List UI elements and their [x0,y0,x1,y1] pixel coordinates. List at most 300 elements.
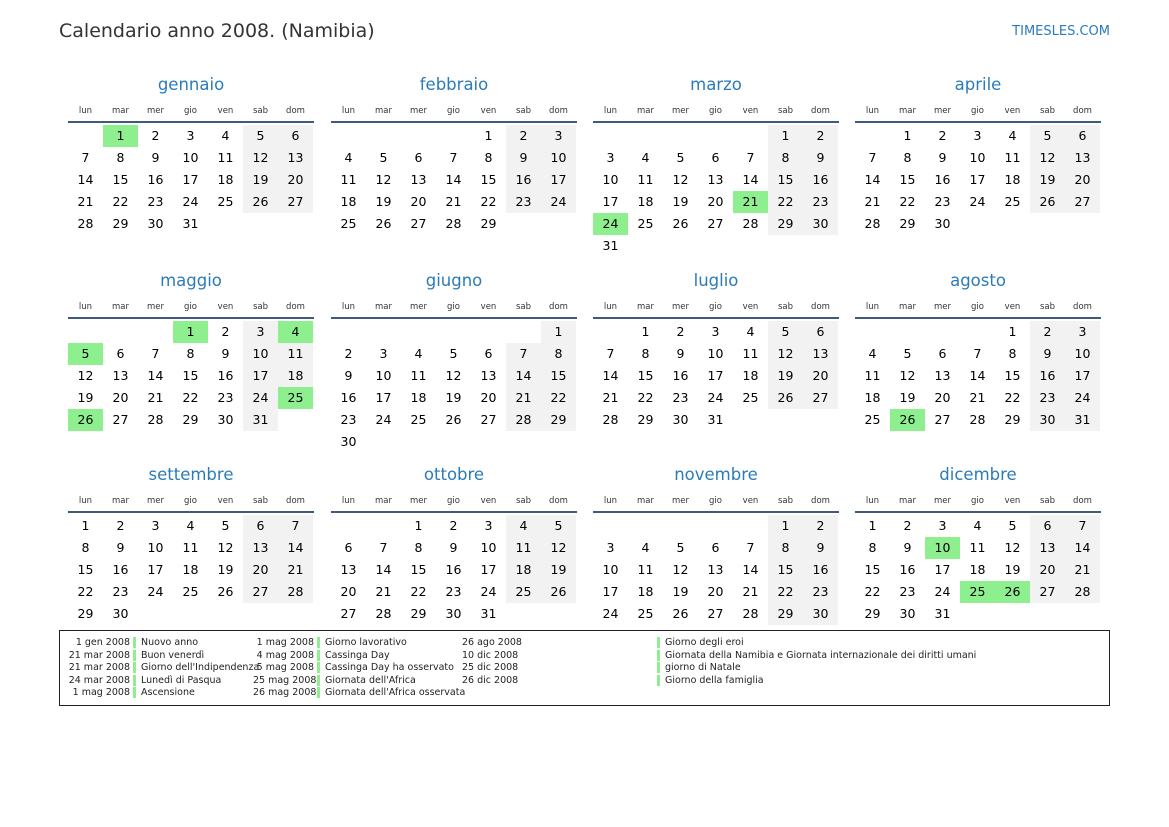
weekday-label: sab [1039,302,1056,312]
day-cell: 14 [506,365,541,387]
day-cell: 24 [707,390,724,405]
empty-cell [960,321,995,343]
day-cell: 12 [672,172,689,187]
empty-cell [208,603,243,625]
week-row [855,191,1101,213]
day-cell: 7 [151,346,160,361]
empty-cell [1065,213,1100,235]
week-row [593,559,839,581]
day-cell: 19 [899,390,916,405]
weekday-label: dom [1073,496,1092,506]
day-cell: 30 [217,412,234,427]
week-row [593,321,839,343]
day-cell: 21 [864,194,881,209]
day-cell: 17 [602,584,619,599]
day-cell: 15 [182,368,199,383]
day-cell: 14 [602,368,619,383]
day-cell: 25 [742,390,759,405]
legend-name: Giorno degli eroi [665,637,744,648]
day-cell: 24 [147,584,164,599]
day-cell: 29 [480,216,497,231]
week-row [855,365,1101,387]
day-cell: 17 [969,172,986,187]
day-cell: 12 [899,368,916,383]
empty-cell [366,515,401,537]
empty-cell [541,603,576,625]
empty-cell [1030,603,1065,625]
legend-item [68,675,259,688]
week-row [593,343,839,365]
legend-date: 24 mar 2008 [68,674,130,686]
day-cell: 17 [541,169,576,191]
day-cell: 22 [480,194,497,209]
weekday-label: lun [78,106,93,116]
week-row [593,581,839,603]
day-cell: 12 [1004,540,1021,555]
weekday-label: mer [146,106,164,116]
week-row [331,515,577,537]
empty-cell [803,235,838,257]
legend-name: Nuovo anno [141,637,199,648]
day-cell: 12 [375,172,392,187]
day-cell: 1 [541,321,576,343]
day-cell: 15 [1004,368,1021,383]
day-cell: 27 [1030,581,1065,603]
day-cell: 28 [742,216,759,231]
weekday-label: gio [709,302,722,312]
day-cell: 29 [768,213,803,235]
day-cell: 20 [480,390,497,405]
day-cell: 11 [969,540,986,555]
weekday-label: sab [252,302,269,312]
day-cell: 9 [1030,343,1065,365]
empty-cell [436,321,471,343]
empty-cell [243,603,278,625]
day-cell: 24 [593,213,628,235]
day-cell: 11 [637,562,654,577]
day-cell: 31 [182,216,199,231]
week-row [855,169,1101,191]
day-cell: 18 [1004,172,1021,187]
day-cell: 21 [77,194,94,209]
legend-item [253,637,465,650]
day-cell: 28 [864,216,881,231]
weekday-label: sab [252,496,269,506]
legend-date: 1 mag 2008 [256,637,314,648]
day-cell: 27 [707,216,724,231]
weekday-label: mar [112,106,129,116]
day-cell: 7 [506,343,541,365]
day-cell: 22 [410,584,427,599]
day-cell: 26 [672,216,689,231]
legend-column [253,637,465,700]
week-row [331,169,577,191]
month-title: marzo [690,75,742,94]
day-cell: 6 [116,346,125,361]
empty-cell [925,321,960,343]
empty-cell [436,431,471,453]
day-cell: 4 [641,150,650,165]
brand-link[interactable]: TIMESLES.COM [1012,24,1110,39]
day-cell: 26 [243,191,278,213]
day-cell: 9 [449,540,458,555]
empty-cell [593,515,628,537]
day-cell: 4 [278,321,313,343]
empty-cell [471,321,506,343]
week-row [331,147,577,169]
day-cell: 22 [637,390,654,405]
empty-cell [1065,603,1100,625]
day-cell: 24 [480,584,497,599]
day-cell: 19 [77,390,94,405]
day-cell: 15 [77,562,94,577]
weekday-label: mar [112,496,129,506]
page-title: Calendario anno 2008. (Namibia) [59,20,375,42]
weekday-header [331,105,577,123]
day-cell: 24 [243,387,278,409]
day-cell: 4 [414,346,423,361]
day-cell: 5 [449,346,458,361]
day-cell: 27 [1065,191,1100,213]
empty-cell [768,235,803,257]
empty-cell [401,321,436,343]
day-cell: 1 [103,125,138,147]
day-cell: 2 [938,128,947,143]
day-cell: 21 [278,559,313,581]
day-cell: 10 [182,150,199,165]
week-row [68,559,314,581]
day-cell: 13 [480,368,497,383]
weekday-header [593,495,839,513]
week-row [331,431,577,453]
weekday-label: ven [1004,302,1021,312]
day-cell: 29 [182,412,199,427]
day-cell: 29 [637,412,654,427]
empty-cell [593,125,628,147]
empty-cell [103,321,138,343]
day-cell: 27 [112,412,129,427]
day-cell: 18 [217,172,234,187]
weekday-label: ven [480,302,497,312]
day-cell: 24 [182,194,199,209]
day-cell: 29 [541,409,576,431]
month-title: ottobre [423,465,485,484]
legend-name: Cassinga Day ha osservato [325,662,454,673]
day-cell: 4 [641,540,650,555]
day-cell: 27 [410,216,427,231]
day-cell: 21 [1065,559,1100,581]
legend-column [462,637,976,687]
day-cell: 5 [1030,125,1065,147]
day-cell: 7 [746,540,755,555]
day-cell: 3 [151,518,160,533]
week-row [68,213,314,235]
day-cell: 1 [414,518,423,533]
legend-column [68,637,259,700]
holiday-marker [317,687,320,698]
day-cell: 18 [637,194,654,209]
empty-cell [733,235,768,257]
day-cell: 25 [637,606,654,621]
day-cell: 11 [637,172,654,187]
weekday-label: sab [515,496,532,506]
empty-cell [541,213,576,235]
empty-cell [278,603,313,625]
day-cell: 11 [410,368,427,383]
day-cell: 3 [186,128,195,143]
weekday-label: gio [709,106,722,116]
day-cell: 20 [340,584,357,599]
day-cell: 20 [410,194,427,209]
day-cell: 31 [602,238,619,253]
week-row [331,603,577,625]
day-cell: 26 [995,581,1030,603]
day-cell: 1 [81,518,90,533]
day-cell: 26 [890,409,925,431]
day-cell: 25 [217,194,234,209]
weekday-header [68,301,314,319]
weekday-label: mar [637,302,654,312]
day-cell: 2 [903,518,912,533]
day-cell: 10 [602,172,619,187]
weekday-label: mar [375,496,392,506]
day-cell: 18 [278,365,313,387]
day-cell: 7 [278,515,313,537]
day-cell: 8 [186,346,195,361]
day-cell: 28 [278,581,313,603]
day-cell: 18 [340,194,357,209]
week-row [331,537,577,559]
legend-item [253,662,465,675]
day-cell: 26 [217,584,234,599]
empty-cell [208,213,243,235]
day-cell: 1 [641,324,650,339]
day-cell: 4 [344,150,353,165]
day-cell: 3 [711,324,720,339]
day-cell: 17 [707,368,724,383]
day-cell: 31 [243,409,278,431]
day-cell: 20 [243,559,278,581]
day-cell: 12 [77,368,94,383]
day-cell: 30 [803,213,838,235]
day-cell: 22 [541,387,576,409]
weekday-label: ven [1004,106,1021,116]
day-cell: 5 [541,515,576,537]
day-cell: 11 [742,346,759,361]
day-cell: 1 [768,125,803,147]
week-row [331,581,577,603]
day-cell: 30 [803,603,838,625]
empty-cell [663,235,698,257]
legend-date: 4 mag 2008 [256,649,314,661]
day-cell: 9 [676,346,685,361]
day-cell: 28 [742,606,759,621]
day-cell: 6 [278,125,313,147]
month-ottobre [331,464,577,625]
day-cell: 29 [77,606,94,621]
day-cell: 3 [606,540,615,555]
day-cell: 23 [672,390,689,405]
day-cell: 13 [410,172,427,187]
legend-name: Buon venerdì [141,649,205,661]
empty-cell [138,603,173,625]
legend-date: 25 dic 2008 [462,662,519,673]
day-cell: 21 [733,191,768,213]
day-cell: 15 [541,365,576,387]
weekday-label: lun [341,302,356,312]
month-title: gennaio [157,75,225,94]
day-cell: 9 [116,540,125,555]
empty-cell [278,213,313,235]
day-cell: 5 [379,150,388,165]
day-cell: 30 [899,606,916,621]
day-cell: 22 [112,194,129,209]
week-row [855,603,1101,625]
empty-cell [173,603,208,625]
day-cell: 27 [243,581,278,603]
week-row [331,343,577,365]
empty-cell [278,409,313,431]
day-cell: 6 [1065,125,1100,147]
day-cell: 13 [934,368,951,383]
week-row [331,191,577,213]
weekday-label: dom [286,496,305,506]
day-cell: 26 [445,412,462,427]
holiday-marker [657,675,660,686]
day-cell: 5 [676,150,685,165]
day-cell: 18 [637,584,654,599]
week-row [68,321,314,343]
day-cell: 2 [116,518,125,533]
month-title: maggio [160,271,222,290]
day-cell: 3 [973,128,982,143]
weekday-label: mar [375,302,392,312]
weekday-label: mar [375,106,392,116]
week-row [331,125,577,147]
day-cell: 4 [186,518,195,533]
day-cell: 6 [414,150,423,165]
week-row [331,365,577,387]
day-cell: 30 [1030,409,1065,431]
empty-cell [506,603,541,625]
day-cell: 17 [602,194,619,209]
day-cell: 17 [1065,365,1100,387]
day-cell: 11 [1004,150,1021,165]
day-cell: 10 [602,562,619,577]
weekday-label: dom [549,302,568,312]
day-cell: 12 [1030,147,1065,169]
weekday-label: mer [671,302,689,312]
day-cell: 25 [864,412,881,427]
day-cell: 10 [541,147,576,169]
day-cell: 6 [711,540,720,555]
weekday-label: gio [971,302,984,312]
day-cell: 9 [803,147,838,169]
day-cell: 22 [768,581,803,603]
weekday-label: ven [480,496,497,506]
day-cell: 19 [768,365,803,387]
day-cell: 28 [445,216,462,231]
weekday-label: sab [777,496,794,506]
day-cell: 13 [707,172,724,187]
legend-name: Giornata dell'Africa [325,674,416,686]
day-cell: 5 [221,518,230,533]
day-cell: 24 [375,412,392,427]
empty-cell [803,409,838,431]
weekday-header [855,105,1101,123]
day-cell: 20 [278,169,313,191]
legend-item [68,687,259,700]
weekday-header [855,301,1101,319]
day-cell: 11 [217,150,234,165]
day-cell: 3 [243,321,278,343]
day-cell: 7 [746,150,755,165]
week-row [68,537,314,559]
day-cell: 19 [243,169,278,191]
legend-item [462,662,976,675]
day-cell: 21 [969,390,986,405]
day-cell: 16 [112,562,129,577]
weekday-label: mer [671,106,689,116]
weekday-label: ven [217,496,234,506]
day-cell: 12 [672,562,689,577]
day-cell: 10 [243,343,278,365]
empty-cell [995,603,1030,625]
week-row [593,603,839,625]
day-cell: 18 [864,390,881,405]
day-cell: 12 [445,368,462,383]
week-row [593,147,839,169]
legend-name: Giornata della Namibia e Giornata internazionale dei diritti umani [665,649,977,661]
day-cell: 21 [602,390,619,405]
day-cell: 19 [217,562,234,577]
day-cell: 18 [506,559,541,581]
weekday-label: dom [811,106,830,116]
day-cell: 17 [375,390,392,405]
legend-name: Giorno lavorativo [325,637,407,648]
month-marzo [593,74,839,257]
week-row [68,581,314,603]
day-cell: 31 [1065,409,1100,431]
empty-cell [68,125,103,147]
day-cell: 26 [68,409,103,431]
day-cell: 20 [707,194,724,209]
week-row [593,235,839,257]
day-cell: 11 [864,368,881,383]
day-cell: 16 [803,559,838,581]
holiday-marker [657,662,660,673]
weekday-label: gio [184,496,197,506]
day-cell: 2 [344,346,353,361]
day-cell: 9 [803,537,838,559]
week-row [855,515,1101,537]
day-cell: 8 [414,540,423,555]
day-cell: 9 [903,540,912,555]
day-cell: 17 [934,562,951,577]
day-cell: 13 [803,343,838,365]
day-cell: 7 [379,540,388,555]
weekday-label: mar [112,302,129,312]
empty-cell [366,321,401,343]
day-cell: 13 [707,562,724,577]
day-cell: 25 [182,584,199,599]
day-cell: 23 [803,191,838,213]
day-cell: 6 [344,540,353,555]
day-cell: 28 [375,606,392,621]
empty-cell [855,125,890,147]
day-cell: 14 [278,537,313,559]
day-cell: 5 [1008,518,1017,533]
